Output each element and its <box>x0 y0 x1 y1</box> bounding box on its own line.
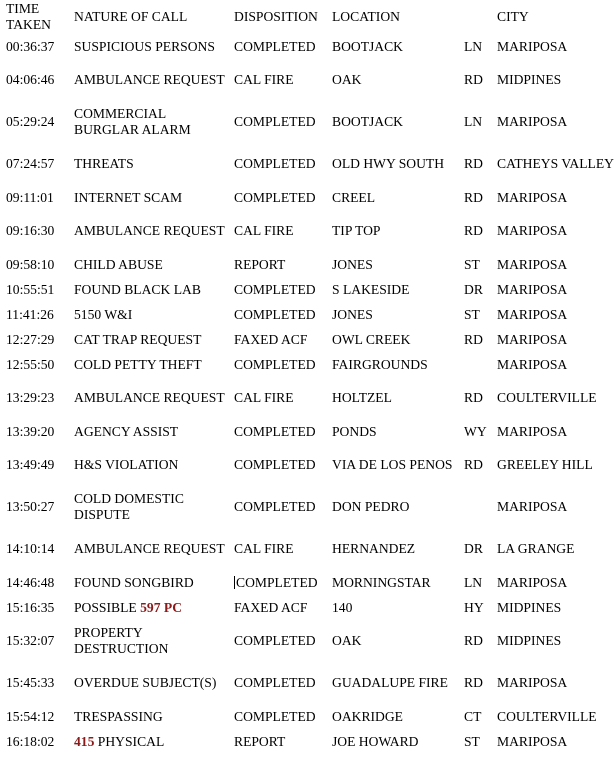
street-suffix-cell: RD <box>464 189 483 205</box>
table-header <box>0 0 614 34</box>
time-cell: 00:36:37 <box>6 38 55 54</box>
header-location: LOCATION <box>332 9 400 24</box>
text-cursor <box>234 576 235 589</box>
disposition-cell: REPORT <box>234 733 286 749</box>
disposition-cell: COMPLETED <box>234 675 316 690</box>
nature-cell: OVERDUE SUBJECT(S) <box>74 675 217 690</box>
table-row <box>0 528 614 570</box>
disposition-cell: COMPLETED <box>234 306 316 322</box>
time-cell: 14:10:14 <box>6 541 55 556</box>
nature-cell: 5150 W&I <box>74 306 133 322</box>
time-cell: 15:16:35 <box>6 599 55 615</box>
city-cell: MARIPOSA <box>497 675 568 690</box>
table-row <box>0 302 614 327</box>
disposition-text: COMPLETED <box>236 574 318 590</box>
time-cell: 12:27:29 <box>6 331 55 347</box>
nature-cell: AMBULANCE REQUEST <box>74 72 225 87</box>
penal-code-highlight: 415 <box>74 733 95 749</box>
table-row <box>0 419 614 444</box>
location-cell: JONES <box>332 256 373 272</box>
table-row <box>0 101 614 143</box>
street-suffix-cell: RD <box>464 457 483 472</box>
nature-cell: FOUND BLACK LAB <box>74 281 201 297</box>
disposition-cell: COMPLETED <box>234 114 316 129</box>
time-cell: 15:45:33 <box>6 675 55 690</box>
nature-cell: CHILD ABUSE <box>74 256 163 272</box>
location-cell: PONDS <box>332 423 377 439</box>
location-cell: CREEL <box>332 189 376 205</box>
table-row <box>0 34 614 59</box>
disposition-cell: COMPLETED <box>234 281 316 297</box>
location-cell: BOOTJACK <box>332 114 403 129</box>
street-suffix-cell: RD <box>464 223 483 238</box>
street-suffix-cell <box>458 486 491 528</box>
nature-cell: H&S VIOLATION <box>74 457 179 472</box>
nature-cell: THREATS <box>74 156 134 171</box>
location-cell: 140 <box>332 599 353 615</box>
disposition-cell: COMPLETED <box>234 156 316 171</box>
location-cell: GUADALUPE FIRE <box>332 675 448 690</box>
city-cell: MARIPOSA <box>497 114 568 129</box>
nature-cell <box>68 595 228 620</box>
table-row <box>0 704 614 729</box>
time-cell: 16:18:02 <box>6 733 55 749</box>
location-cell: OLD HWY SOUTH <box>332 156 445 171</box>
location-cell: OAKRIDGE <box>332 708 403 724</box>
city-cell: MARIPOSA <box>497 256 568 272</box>
location-cell: DON PEDRO <box>332 499 410 514</box>
city-cell: MARIPOSA <box>497 38 568 54</box>
street-suffix-cell: DR <box>464 541 483 556</box>
time-cell: 13:50:27 <box>6 499 55 514</box>
street-suffix-cell: RD <box>464 633 483 648</box>
table-row <box>0 252 614 277</box>
disposition-cell: COMPLETED <box>234 499 316 514</box>
location-cell: S LAKESIDE <box>332 281 410 297</box>
city-cell: MARIPOSA <box>497 306 568 322</box>
street-suffix-cell: LN <box>464 38 483 54</box>
location-cell: JONES <box>332 306 373 322</box>
city-cell: GREELEY HILL <box>497 457 593 472</box>
table-row <box>0 662 614 704</box>
street-suffix-cell: RD <box>464 331 483 347</box>
nature-cell: FOUND SONGBIRD <box>74 574 194 590</box>
nature-text: PHYSICAL <box>94 733 165 749</box>
location-cell: HOLTZEL <box>332 390 392 405</box>
street-suffix-cell: WY <box>464 423 487 439</box>
disposition-cell: CAL FIRE <box>234 390 294 405</box>
city-cell: MARIPOSA <box>497 356 568 372</box>
disposition-cell: FAXED ACF <box>234 599 308 615</box>
street-suffix-cell: HY <box>464 599 484 615</box>
disposition-cell <box>228 570 326 595</box>
time-cell: 13:49:49 <box>6 457 55 472</box>
table-row <box>0 327 614 352</box>
street-suffix-cell: RD <box>464 156 483 171</box>
time-cell: 10:55:51 <box>6 281 55 297</box>
time-cell: 09:58:10 <box>6 256 55 272</box>
street-suffix-cell <box>458 352 491 377</box>
table-row <box>0 352 614 377</box>
table-row <box>0 143 614 185</box>
city-cell: MARIPOSA <box>497 423 568 439</box>
disposition-cell: CAL FIRE <box>234 223 294 238</box>
street-suffix-cell: RD <box>464 675 483 690</box>
table-row <box>0 444 614 486</box>
street-suffix-cell: ST <box>464 256 480 272</box>
nature-cell: AMBULANCE REQUEST <box>74 223 225 238</box>
table-row <box>0 185 614 210</box>
disposition-cell: COMPLETED <box>234 708 316 724</box>
nature-cell: CAT TRAP REQUEST <box>74 331 202 347</box>
disposition-cell: COMPLETED <box>234 423 316 439</box>
time-cell: 09:16:30 <box>6 223 55 238</box>
time-cell: 15:54:12 <box>6 708 55 724</box>
disposition-cell: REPORT <box>234 256 286 272</box>
nature-cell: COMMERCIAL BURGLAR ALARM <box>74 106 191 137</box>
nature-cell: SUSPICIOUS PERSONS <box>74 38 215 54</box>
header-city: CITY <box>497 9 529 24</box>
city-cell: COULTERVILLE <box>497 708 597 724</box>
city-cell: LA GRANGE <box>497 541 575 556</box>
city-cell: CATHEYS VALLEY <box>497 156 614 171</box>
table-row <box>0 729 614 754</box>
nature-cell: PROPERTY DESTRUCTION <box>74 625 169 656</box>
nature-text: POSSIBLE <box>74 599 141 615</box>
city-cell: COULTERVILLE <box>497 390 597 405</box>
nature-cell <box>68 729 228 754</box>
time-cell: 13:39:20 <box>6 423 55 439</box>
location-cell: FAIRGROUNDS <box>332 356 428 372</box>
nature-cell: COLD PETTY THEFT <box>74 356 202 372</box>
location-cell: JOE HOWARD <box>332 733 419 749</box>
city-cell: MARIPOSA <box>497 733 568 749</box>
street-suffix-cell: LN <box>464 574 483 590</box>
location-cell: HERNANDEZ <box>332 541 416 556</box>
table-row <box>0 210 614 252</box>
nature-cell: COLD DOMESTIC DISPUTE <box>74 491 184 522</box>
city-cell: MIDPINES <box>497 599 562 615</box>
street-suffix-cell: RD <box>464 72 483 87</box>
street-suffix-cell: CT <box>464 708 482 724</box>
nature-cell: TRESPASSING <box>74 708 163 724</box>
disposition-cell: FAXED ACF <box>234 331 308 347</box>
location-cell: BOOTJACK <box>332 38 403 54</box>
disposition-cell: COMPLETED <box>234 189 316 205</box>
city-cell: MARIPOSA <box>497 331 568 347</box>
disposition-cell: CAL FIRE <box>234 72 294 87</box>
nature-cell: AMBULANCE REQUEST <box>74 390 225 405</box>
table-row <box>0 486 614 528</box>
nature-cell: AMBULANCE REQUEST <box>74 541 225 556</box>
nature-cell: AGENCY ASSIST <box>74 423 179 439</box>
disposition-cell: COMPLETED <box>234 457 316 472</box>
table-row <box>0 277 614 302</box>
table-row <box>0 59 614 101</box>
city-cell: MARIPOSA <box>497 281 568 297</box>
nature-cell: INTERNET SCAM <box>74 189 183 205</box>
street-suffix-cell: DR <box>464 281 483 297</box>
street-suffix-cell: ST <box>464 733 480 749</box>
time-cell: 14:46:48 <box>6 574 55 590</box>
street-suffix-cell: ST <box>464 306 480 322</box>
time-cell: 07:24:57 <box>6 156 55 171</box>
header-disposition: DISPOSITION <box>234 9 318 24</box>
time-cell: 05:29:24 <box>6 114 55 129</box>
time-cell: 13:29:23 <box>6 390 55 405</box>
table-row <box>0 570 614 595</box>
disposition-cell: CAL FIRE <box>234 541 294 556</box>
time-cell: 11:41:26 <box>6 306 54 322</box>
disposition-cell: COMPLETED <box>234 38 316 54</box>
city-cell: MIDPINES <box>497 72 562 87</box>
location-cell: VIA DE LOS PENOS <box>332 457 453 472</box>
penal-code-highlight: 597 PC <box>140 599 183 615</box>
street-suffix-cell: LN <box>464 114 483 129</box>
time-cell: 15:32:07 <box>6 633 55 648</box>
disposition-cell: COMPLETED <box>234 633 316 648</box>
disposition-cell: COMPLETED <box>234 356 316 372</box>
location-cell: OAK <box>332 72 362 87</box>
time-cell: 09:11:01 <box>6 189 54 205</box>
time-cell: 04:06:46 <box>6 72 55 87</box>
city-cell: MARIPOSA <box>497 499 568 514</box>
location-cell: OWL CREEK <box>332 331 411 347</box>
location-cell: TIP TOP <box>332 223 381 238</box>
location-cell: OAK <box>332 633 362 648</box>
city-cell: MARIPOSA <box>497 574 568 590</box>
table-row <box>0 595 614 620</box>
street-suffix-cell: RD <box>464 390 483 405</box>
city-cell: MIDPINES <box>497 633 562 648</box>
table-row <box>0 620 614 662</box>
table-body <box>0 34 614 754</box>
header-time-taken: TIME TAKEN <box>6 1 51 32</box>
table-row <box>0 377 614 419</box>
city-cell: MARIPOSA <box>497 189 568 205</box>
city-cell: MARIPOSA <box>497 223 568 238</box>
header-nature-of-call: NATURE OF CALL <box>74 9 188 24</box>
time-cell: 12:55:50 <box>6 356 55 372</box>
location-cell: MORNINGSTAR <box>332 574 431 590</box>
